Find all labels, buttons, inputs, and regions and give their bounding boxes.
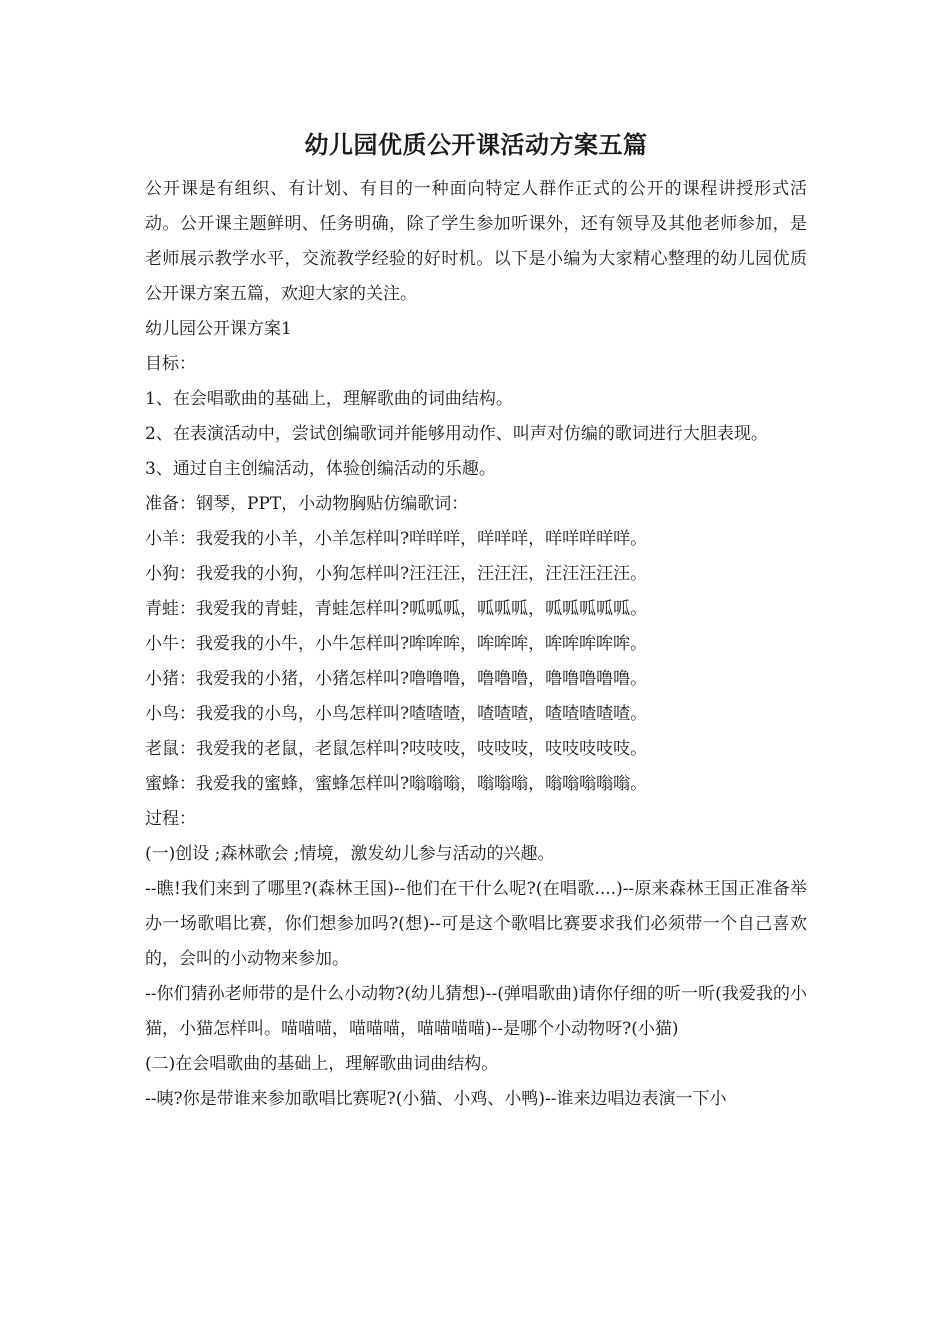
goal-item-3: 3、通过自主创编活动，体验创编活动的乐趣。 — [145, 459, 496, 479]
goals-heading: 目标： — [145, 354, 196, 374]
process-heading: 过程： — [145, 809, 196, 829]
lyric-line-pig: 小猪：我爱我的小猪，小猪怎样叫?噜噜噜，噜噜噜，噜噜噜噜噜。 — [145, 669, 648, 689]
section-heading-plan-1: 幼儿园公开课方案1 — [145, 319, 292, 339]
lyric-line-dog: 小狗：我爱我的小狗，小狗怎样叫?汪汪汪，汪汪汪，汪汪汪汪汪。 — [145, 564, 648, 584]
process-step-2-heading: (二)在会唱歌曲的基础上，理解歌曲词曲结构。 — [145, 1054, 499, 1074]
goal-item-1: 1、在会唱歌曲的基础上，理解歌曲的词曲结构。 — [145, 389, 513, 409]
goal-item-2: 2、在表演活动中，尝试创编歌词并能够用动作、叫声对仿编的歌词进行大胆表现。 — [145, 424, 768, 444]
lyric-line-sheep: 小羊：我爱我的小羊，小羊怎样叫?咩咩咩，咩咩咩，咩咩咩咩咩。 — [145, 529, 648, 549]
lyric-line-mouse: 老鼠：我爱我的老鼠，老鼠怎样叫?吱吱吱，吱吱吱，吱吱吱吱吱。 — [145, 739, 648, 759]
lyric-line-frog: 青蛙：我爱我的青蛙，青蛙怎样叫?呱呱呱，呱呱呱，呱呱呱呱呱。 — [145, 599, 648, 619]
lyric-line-bee: 蜜蜂：我爱我的蜜蜂，蜜蜂怎样叫?嗡嗡嗡，嗡嗡嗡，嗡嗡嗡嗡嗡。 — [145, 774, 648, 794]
document-title: 幼儿园优质公开课活动方案五篇 — [304, 130, 648, 159]
lyric-line-cow: 小牛：我爱我的小牛，小牛怎样叫?哞哞哞，哞哞哞，哞哞哞哞哞。 — [145, 634, 648, 654]
preparation-line: 准备：钢琴，PPT，小动物胸贴仿编歌词： — [145, 494, 469, 514]
lyric-line-bird: 小鸟：我爱我的小鸟，小鸟怎样叫?喳喳喳，喳喳喳，喳喳喳喳喳。 — [145, 704, 648, 724]
process-step-1-heading: (一)创设 ;森林歌会 ;情境，激发幼儿参与活动的兴趣。 — [145, 844, 555, 864]
process-step-1-dialogue-b: --你们猜孙老师带的是什么小动物?(幼儿猜想)--(弹唱歌曲)请你仔细的听一听(我爱我的小猫，小猫怎样叫。喵喵喵，喵喵喵，喵喵喵喵)--是哪个小动物呀?(小猫) — [145, 984, 807, 1039]
intro-paragraph: 公开课是有组织、有计划、有目的一种面向特定人群作正式的公开的课程讲授形式活动。公开课主题鲜明、任务明确，除了学生参加听课外，还有领导及其他老师参加，是老师展示教学水平，交流教学经验的好时机。以下是小编为大家精心整理的幼儿园优质公开课方案五篇，欢迎大家的关注。 — [145, 179, 807, 304]
document-body — [145, 172, 807, 1117]
process-step-2-dialogue: --咦?你是带谁来参加歌唱比赛呢?(小猫、小鸡、小鸭)--谁来边唱边表演一下小 — [145, 1089, 727, 1109]
process-step-1-dialogue-a: --瞧!我们来到了哪里?(森林王国)--他们在干什么呢?(在唱歌....)--原来森林王国正准备举办一场歌唱比赛，你们想参加吗?(想)--可是这个歌唱比赛要求我们必须带一个自己喜欢的，会叫的小动物来参加。 — [145, 879, 807, 969]
